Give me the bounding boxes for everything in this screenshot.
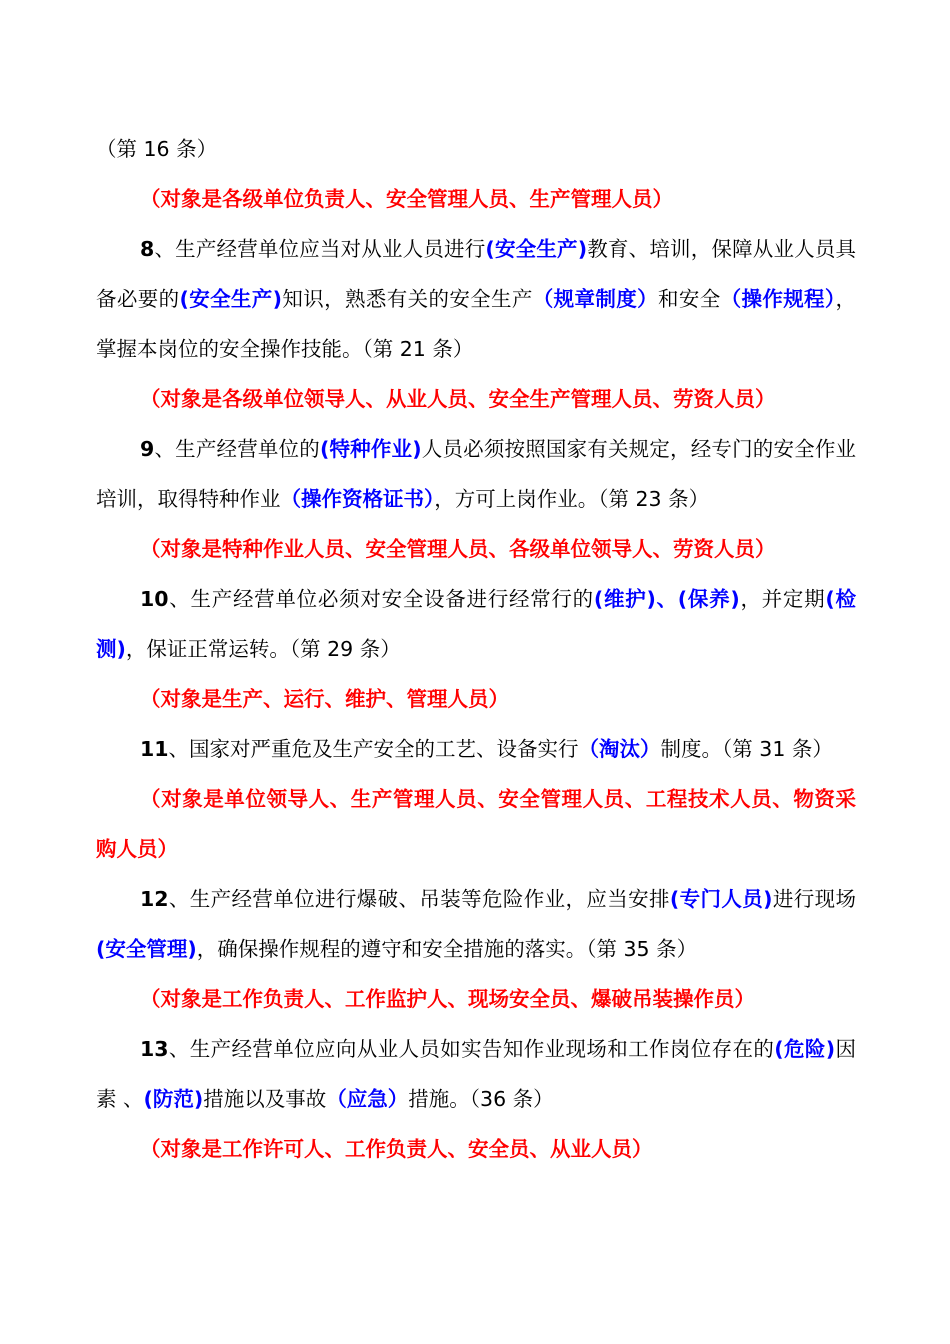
answer-blank: 、 bbox=[655, 587, 678, 611]
paragraph-text: 措施。（36 条） bbox=[408, 1087, 554, 1111]
paragraph-text: （第 16 条） bbox=[96, 137, 218, 161]
target-audience-text: （对象是工作负责人、工作监护人、现场安全员、爆破吊装操作员） bbox=[140, 987, 755, 1011]
target-audience-text: （对象是生产、运行、维护、管理人员） bbox=[140, 687, 509, 711]
target-audience-note bbox=[96, 374, 856, 424]
article-paragraph bbox=[96, 874, 856, 974]
item-number: 8 bbox=[140, 237, 155, 261]
paragraph-text: ，方可上岗作业。（第 23 条） bbox=[434, 487, 710, 511]
article-reference bbox=[96, 124, 856, 174]
answer-blank: （淘汰） bbox=[578, 737, 661, 761]
answer-blank: （规章制度） bbox=[532, 287, 658, 311]
target-audience-text: （对象是特种作业人员、安全管理人员、各级单位领导人、劳资人员） bbox=[140, 537, 776, 561]
answer-blank: (安全管理) bbox=[96, 937, 197, 961]
target-audience-note bbox=[96, 174, 856, 224]
item-number: 10 bbox=[140, 587, 169, 611]
paragraph-text: ，掌握本岗位的安全操作技能。（第 21 条） bbox=[96, 287, 857, 361]
answer-blank: (危险) bbox=[774, 1037, 836, 1061]
paragraph-text: 、生产经营单位应当对从业人员进行 bbox=[154, 237, 486, 261]
target-audience-text: （对象是工作许可人、工作负责人、安全员、从业人员） bbox=[140, 1137, 653, 1161]
paragraph-text: 进行现场 bbox=[772, 887, 856, 911]
target-audience-text: （对象是各级单位领导人、从业人员、安全生产管理人员、劳资人员） bbox=[140, 387, 776, 411]
paragraph-text: 措施以及事故 bbox=[203, 1087, 327, 1111]
paragraph-text: 、生产经营单位的 bbox=[154, 437, 320, 461]
paragraph-text: ，确保操作规程的遵守和安全措施的落实。（第 35 条） bbox=[196, 937, 698, 961]
paragraph-text: 和安全 bbox=[657, 287, 721, 311]
paragraph-text: 、国家对严重危及生产安全的工艺、设备实行 bbox=[168, 737, 579, 761]
answer-blank: (保养) bbox=[677, 587, 740, 611]
answer-blank: (安全生产) bbox=[179, 287, 283, 311]
paragraph-text: 知识，熟悉有关的安全生产 bbox=[282, 287, 533, 311]
answer-blank: (检测) bbox=[96, 587, 856, 661]
target-audience-text: （对象是单位领导人、生产管理人员、安全管理人员、工程技术人员、物资采购人员） bbox=[96, 787, 856, 861]
paragraph-text: 、生产经营单位进行爆破、吊装等危险作业，应当安排 bbox=[168, 887, 670, 911]
answer-blank: (防范) bbox=[143, 1087, 204, 1111]
answer-blank: (安全生产) bbox=[485, 237, 588, 261]
paragraph-text: 因素 、 bbox=[96, 1037, 857, 1111]
paragraph-text: 、生产经营单位必须对安全设备进行经常行的 bbox=[168, 587, 594, 611]
article-paragraph bbox=[96, 424, 856, 524]
item-number: 12 bbox=[140, 887, 169, 911]
document-body bbox=[96, 124, 856, 1174]
paragraph-text: 、生产经营单位应向从业人员如实告知作业现场和工作岗位存在的 bbox=[168, 1037, 775, 1061]
article-paragraph bbox=[96, 574, 856, 674]
target-audience-text: （对象是各级单位负责人、安全管理人员、生产管理人员） bbox=[140, 187, 673, 211]
item-number: 11 bbox=[140, 737, 169, 761]
paragraph-text: 制度。（第 31 条） bbox=[660, 737, 833, 761]
target-audience-note bbox=[96, 974, 856, 1024]
item-number: 13 bbox=[140, 1037, 169, 1061]
answer-blank: （操作规程） bbox=[720, 287, 836, 311]
answer-blank: (维护) bbox=[593, 587, 656, 611]
answer-blank: （操作资格证书） bbox=[280, 487, 435, 511]
answer-blank: (专门人员) bbox=[669, 887, 773, 911]
target-audience-note bbox=[96, 674, 856, 724]
article-paragraph bbox=[96, 224, 856, 374]
article-paragraph bbox=[96, 1024, 856, 1124]
paragraph-text: ，保证正常运转。（第 29 条） bbox=[125, 637, 401, 661]
paragraph-text: 教育、培训，保障从业人员具备必要的 bbox=[96, 237, 857, 311]
target-audience-note bbox=[96, 524, 856, 574]
paragraph-text: 人员必须按照国家有关规定，经专门的安全作业培训，取得特种作业 bbox=[96, 437, 856, 511]
article-paragraph bbox=[96, 724, 856, 774]
paragraph-text: ，并定期 bbox=[739, 587, 826, 611]
target-audience-note bbox=[96, 1124, 856, 1174]
target-audience-note bbox=[96, 774, 856, 874]
answer-blank: （应急） bbox=[326, 1087, 409, 1111]
item-number: 9 bbox=[140, 437, 155, 461]
answer-blank: (特种作业) bbox=[319, 437, 422, 461]
